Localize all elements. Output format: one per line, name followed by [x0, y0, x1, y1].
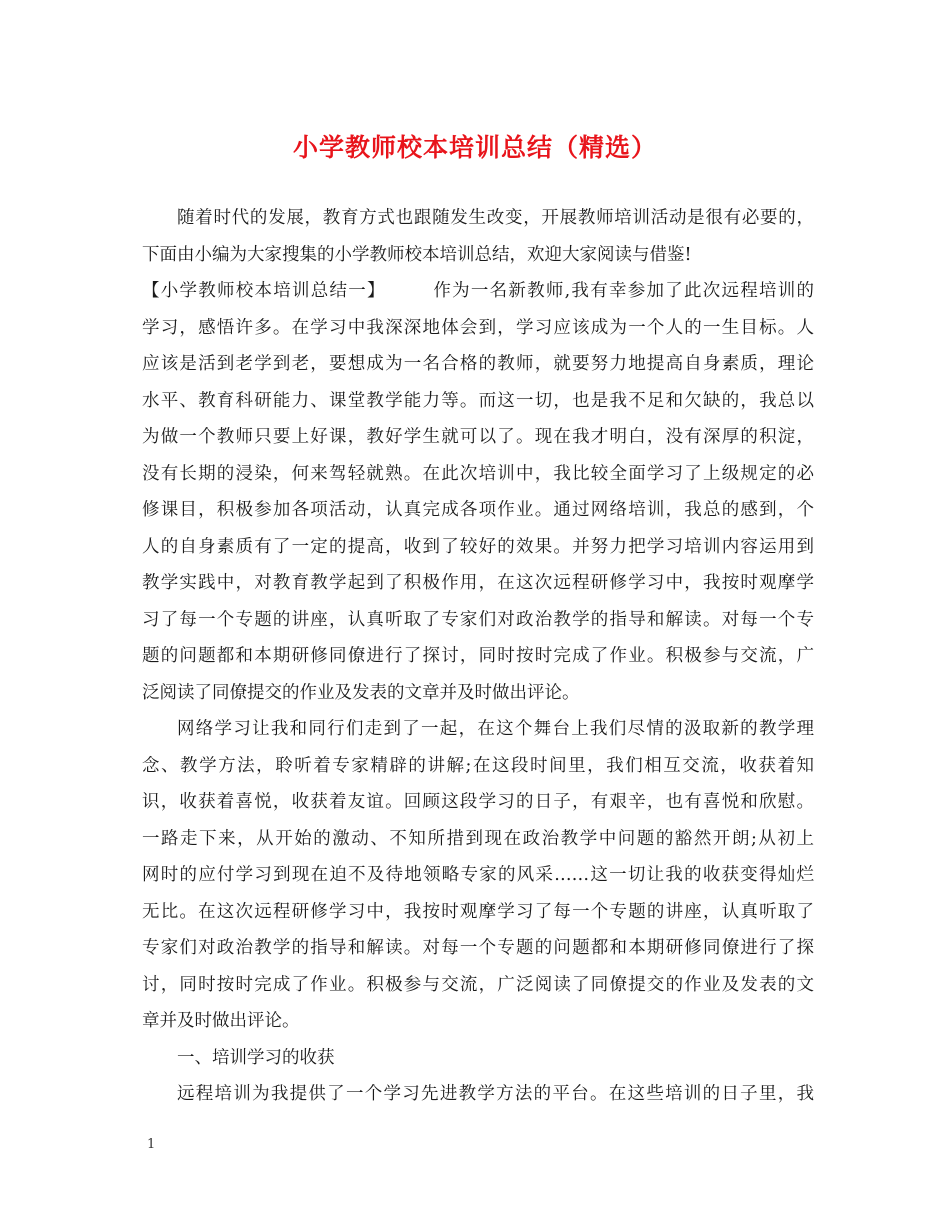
text-line: 讨，同时按时完成了作业。积极参与交流，广泛阅读了同僚提交的作业及发表的文 — [142, 974, 814, 995]
text-line: 习了每一个专题的讲座，认真听取了专家们对政治教学的指导和解读。对每一个专 — [142, 609, 814, 630]
text-line: 教学实践中，对教育教学起到了积极作用，在这次远程研修学习中，我按时观摩学 — [142, 573, 814, 593]
document-body — [142, 200, 814, 1113]
text-line: 学习，感悟许多。在学习中我深深地体会到，学习应该成为一个人的一生目标。人 — [142, 317, 814, 338]
text-line: 一、培训学习的收获 — [177, 1047, 335, 1068]
text-line: 没有长期的浸染，何来驾轻就熟。在此次培训中，我比较全面学习了上级规定的必 — [142, 463, 814, 484]
document-title: 小学教师校本培训总结（精选） — [292, 133, 657, 162]
text-line: 网时的应付学习到现在迫不及待地领略专家的风采……这一切让我的收获变得灿烂 — [142, 865, 814, 885]
text-line: 人的自身素质有了一定的提高，收到了较好的效果。并努力把学习培训内容运用到 — [142, 536, 814, 557]
text-line: 为做一个教师只要上好课，教好学生就可以了。现在我才明白，没有深厚的积淀， — [142, 427, 814, 447]
text-line: 题的问题都和本期研修同僚进行了探讨，同时按时完成了作业。积极参与交流，广 — [142, 646, 814, 666]
text-line: 专家们对政治教学的指导和解读。对每一个专题的问题都和本期研修同僚进行了探 — [142, 938, 814, 958]
text-line: 远程培训为我提供了一个学习先进教学方法的平台。在这些培训的日子里，我 — [177, 1084, 814, 1104]
text-line: 念、教学方法，聆听着专家精辟的讲解;在这段时间里，我们相互交流，收获着知 — [142, 755, 814, 776]
text-line: 网络学习让我和同行们走到了一起，在这个舞台上我们尽情的汲取新的教学理 — [177, 719, 814, 739]
text-line: 应该是活到老学到老，要想成为一名合格的教师，就要努力地提高自身素质，理论 — [142, 354, 814, 374]
text-line: 无比。在这次远程研修学习中，我按时观摩学习了每一个专题的讲座，认真听取了 — [142, 901, 814, 922]
text-line: 识，收获着喜悦，收获着友谊。回顾这段学习的日子，有艰辛，也有喜悦和欣慰。 — [142, 792, 814, 812]
text-line: 泛阅读了同僚提交的作业及发表的文章并及时做出评论。 — [142, 682, 580, 703]
text-line: 章并及时做出评论。 — [142, 1011, 300, 1031]
text-line: 【小学教师校本培训总结一】 作为一名新教师,我有幸参加了此次远程培训的 — [142, 281, 814, 301]
text-line: 水平、教育科研能力、课堂教学能力等。而这一切，也是我不足和欠缺的，我总以 — [142, 390, 814, 411]
text-line: 修课目，积极参加各项活动，认真完成各项作业。通过网络培训，我总的感到，个 — [142, 500, 814, 520]
text-line: 下面由小编为大家搜集的小学教师校本培训总结，欢迎大家阅读与借鉴! — [142, 244, 692, 265]
text-line: 一路走下来，从开始的激动、不知所措到现在政治教学中问题的豁然开朗;从初上 — [142, 828, 814, 849]
text-line: 随着时代的发展，教育方式也跟随发生改变，开展教师培训活动是很有必要的， — [177, 208, 814, 228]
page-number: 1 — [147, 1137, 156, 1152]
